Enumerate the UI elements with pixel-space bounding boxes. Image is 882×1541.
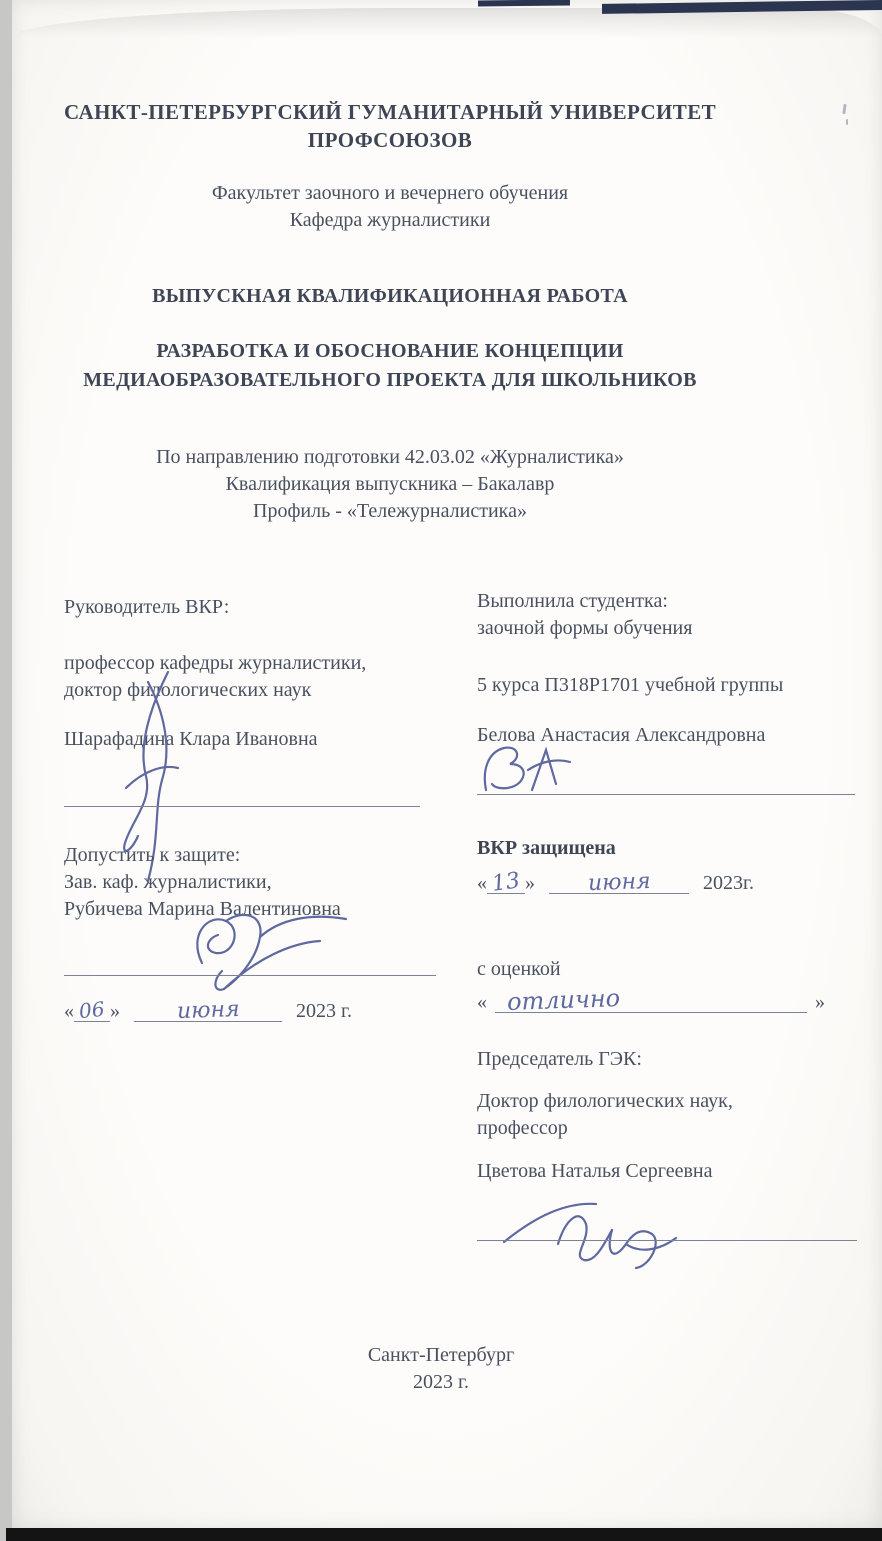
supervisor-position-line1: профессор кафедры журналистики, — [64, 652, 367, 674]
chairman-position-line2: профессор — [477, 1117, 568, 1139]
defense-date-day-handwritten: 13 — [490, 868, 522, 897]
admission-signature-line — [64, 975, 436, 976]
supervisor-signature-line — [64, 806, 420, 807]
scan-artifact-top-bar — [478, 0, 570, 6]
department-name: Кафедра журналистики — [289, 209, 491, 231]
university-name-line1: САНКТ-ПЕТЕРБУРГСКИЙ ГУМАНИТАРНЫЙ УНИВЕРСИТЕТ — [63, 100, 717, 124]
student-signature-line — [477, 794, 855, 795]
university-name — [28, 98, 752, 154]
quote-open: « — [477, 991, 487, 1013]
admission-line3: Рубичева Марина Валентиновна — [64, 898, 341, 920]
supervisor-position-line2: доктор филологических наук — [64, 679, 312, 701]
defense-date — [477, 868, 754, 897]
footer — [0, 1342, 882, 1396]
chairman-label: Председатель ГЭК: — [477, 1048, 642, 1070]
faculty-name: Факультет заочного и вечернего обучения — [211, 182, 569, 204]
student-label-line1: Выполнила студентка: — [477, 590, 668, 612]
scan-artifact-bottom-bar — [6, 1528, 882, 1541]
chairman-signature-line — [477, 1240, 857, 1241]
program-qualification: Квалификация выпускника – Бакалавр — [225, 473, 555, 495]
admission-date-month-handwritten: июня — [176, 996, 240, 1025]
defense-label: ВКР защищена — [477, 837, 616, 859]
faculty-department — [28, 180, 752, 234]
admission-date-year: 2023 г. — [296, 1000, 352, 1022]
chairman-name: Цветова Наталья Сергеевна — [477, 1160, 713, 1182]
student-label-line2: заочной формы обучения — [477, 617, 693, 639]
grade-value-handwritten: отлично — [506, 984, 621, 1016]
department-head-signature — [160, 905, 350, 995]
thesis-title — [28, 337, 752, 395]
chairman-position — [477, 1088, 733, 1142]
defense-date-month-handwritten: июня — [587, 868, 651, 897]
student-label — [477, 588, 692, 642]
program-info — [28, 444, 752, 525]
student-signature — [480, 740, 580, 798]
thesis-title-line2: МЕДИАОБРАЗОВАТЕЛЬНОГО ПРОЕКТА ДЛЯ ШКОЛЬНИКОВ — [83, 369, 697, 391]
quote-open: « — [477, 872, 487, 894]
admission-line1: Допустить к защите: — [64, 844, 241, 866]
quote-close: » — [110, 1000, 120, 1022]
defense-date-year: 2023г. — [703, 872, 754, 894]
chairman-position-line1: Доктор филологических наук, — [477, 1090, 733, 1112]
admission-line2: Зав. каф. журналистики, — [64, 871, 272, 893]
program-profile: Профиль - «Тележурналистика» — [253, 500, 527, 522]
footer-city: Санкт-Петербург — [367, 1344, 515, 1366]
quote-close: » — [815, 991, 825, 1013]
grade-line — [477, 984, 825, 1016]
footer-year: 2023 г. — [413, 1371, 469, 1393]
student-name: Белова Анастасия Александровна — [477, 724, 766, 746]
thesis-title-line1: РАЗРАБОТКА И ОБОСНОВАНИЕ КОНЦЕПЦИИ — [156, 340, 624, 362]
quote-close: » — [525, 872, 535, 894]
work-type-heading: ВЫПУСКНАЯ КВАЛИФИКАЦИОННАЯ РАБОТА — [152, 285, 628, 307]
grade-label: с оценкой — [477, 958, 561, 980]
quote-open: « — [64, 1000, 74, 1022]
admission-date — [64, 996, 352, 1025]
supervisor-label: Руководитель ВКР: — [64, 596, 230, 618]
program-direction: По направлению подготовки 42.03.02 «Журналистика» — [156, 446, 624, 468]
supervisor-name: Шарафадина Клара Ивановна — [64, 728, 318, 750]
university-name-line2: ПРОФСОЮЗОВ — [307, 128, 473, 152]
student-group: 5 курса П318Р1701 учебной группы — [477, 674, 784, 696]
chairman-signature — [500, 1190, 700, 1270]
scan-noise-mark — [846, 119, 848, 125]
admission-date-day-handwritten: 06 — [78, 996, 106, 1024]
